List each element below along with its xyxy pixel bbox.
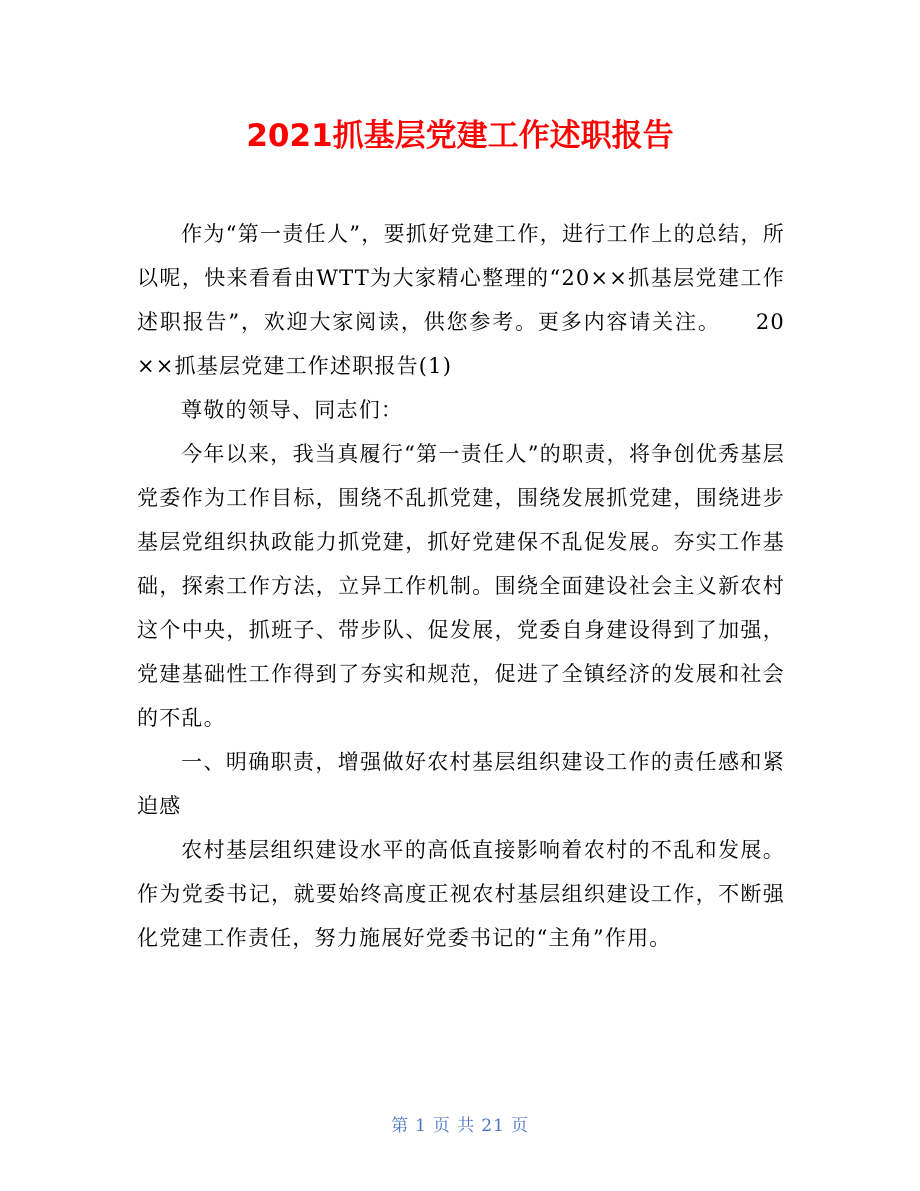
footer-middle: 页 共 — [432, 1116, 476, 1136]
paragraph-salutation: 尊敬的领导、同志们： — [181, 398, 404, 422]
page-number-footer — [0, 1112, 920, 1140]
paragraph-section-1: 农村基层组织建设水平的高低直接影响着农村的不乱和发展。作为党委书记，就要始终高度正视农村基层组织建设工作，不断强化党建工作责任，努力施展好党委书记的“主角”作用。 — [137, 838, 785, 950]
footer-suffix: 页 — [510, 1116, 529, 1136]
footer-page-number: 1 — [415, 1116, 427, 1136]
footer-total-pages: 21 — [481, 1116, 505, 1136]
paragraph-summary: 今年以来，我当真履行“第一责任人”的职责，将争创优秀基层党委作为工作目标，围绕不乱抓党建，围绕发展抓党建，围绕进步基层党组织执政能力抓党建，抓好党建保不乱促发展。夯实工作基础，探索工作方法，立异工作机制。围绕全面建设社会主义新农村这个中央，抓班子、带步队、促发展，党委自身建设得到了加强，党建基础性工作得到了夯实和规范，促进了全镇经济的发展和社会的不乱。 — [137, 442, 785, 730]
section-heading-1: 一、明确职责，增强做好农村基层组织建设工作的责任感和紧迫感 — [137, 750, 785, 818]
paragraph-intro: 作为“第一责任人”，要抓好党建工作，进行工作上的总结，所以呢，快来看看由WTT为大家精心整理的“20××抓基层党建工作述职报告”，欢迎大家阅读，供您参考。更多内容请关注。 20××抓基层党建工作述职报告(1) — [137, 222, 785, 378]
footer-prefix: 第 — [391, 1116, 410, 1136]
document-body — [137, 212, 785, 960]
document-title: 2021抓基层党建工作述职报告 — [246, 118, 674, 154]
